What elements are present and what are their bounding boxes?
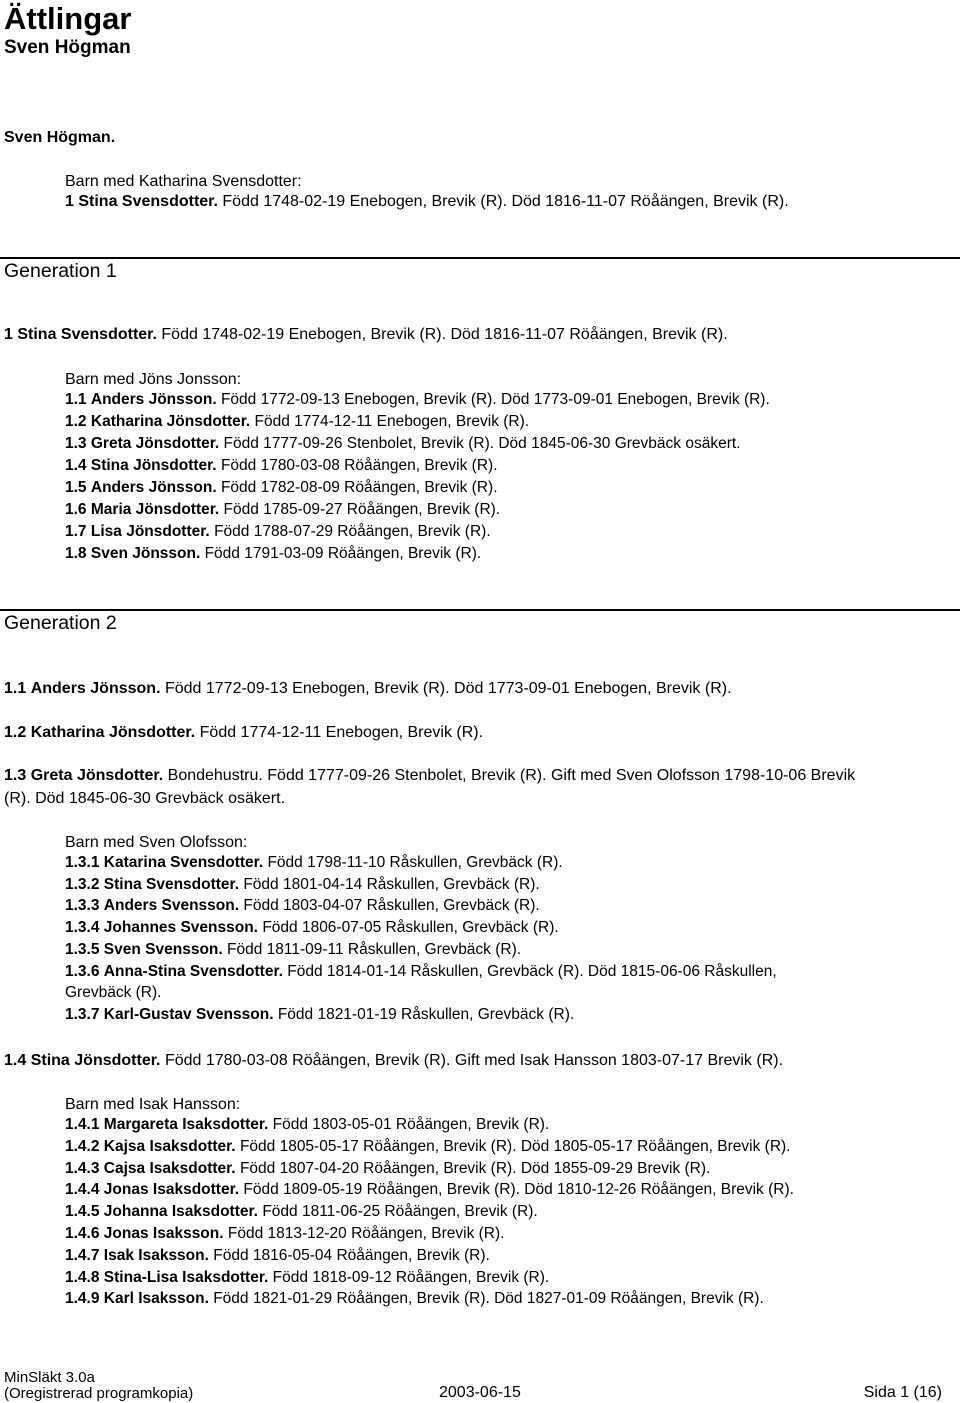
gen2-1-3-child-entry: 1.3.7 Karl-Gustav Svensson. Född 1821-01-19 Råskullen, Grevbäck (R). — [65, 1005, 575, 1023]
root-children-heading: Barn med Katharina Svensdotter: — [65, 173, 302, 190]
gen1-children-heading: Barn med Jöns Jonsson: — [65, 371, 242, 388]
gen1-child-entry: 1.2 Katharina Jönsdotter. Född 1774-12-11 Enebogen, Brevik (R). — [65, 413, 530, 430]
document-subtitle: Sven Högman — [4, 37, 131, 58]
generation-1-rule — [0, 257, 960, 259]
gen2-1-3-child-entry: 1.3.5 Sven Svensson. Född 1811-09-11 Råskullen, Grevbäck (R). — [65, 940, 522, 958]
gen1-child-entry: 1.7 Lisa Jönsdotter. Född 1788-07-29 Röåängen, Brevik (R). — [65, 523, 491, 540]
gen2-1-4-child-entry: 1.4.2 Kajsa Isaksdotter. Född 1805-05-17 Röåängen, Brevik (R). Död 1805-05-17 Röåängen, Brevik (R). — [65, 1137, 791, 1155]
gen2-1-3-child-entry: 1.3.3 Anders Svensson. Född 1803-04-07 Råskullen, Grevbäck (R). — [65, 897, 540, 915]
generation-2-heading: Generation 2 — [4, 612, 117, 634]
gen2-1-4-child-entry: 1.4.1 Margareta Isaksdotter. Född 1803-05-01 Röåängen, Brevik (R). — [65, 1116, 550, 1133]
gen2-1-4-child-entry: 1.4.4 Jonas Isaksdotter. Född 1809-05-19 Röåängen, Brevik (R). Död 1810-12-26 Röåängen, Brevik (R). — [65, 1181, 794, 1199]
document-title: Ättlingar — [4, 1, 132, 36]
gen2-person-1-3-continued: (R). Död 1845-06-30 Grevbäck osäkert. — [4, 790, 286, 807]
generation-2-rule — [0, 609, 960, 611]
gen2-1-4-child-entry: 1.4.7 Isak Isaksson. Född 1816-05-04 Röåängen, Brevik (R). — [65, 1246, 490, 1264]
root-person-name: Sven Högman. — [4, 129, 116, 146]
gen1-child-entry: 1.6 Maria Jönsdotter. Född 1785-09-27 Röåängen, Brevik (R). — [65, 501, 501, 518]
gen2-1-4-child-entry: 1.4.5 Johanna Isaksdotter. Född 1811-06-25 Röåängen, Brevik (R). — [65, 1203, 538, 1221]
gen1-person-entry: 1 Stina Svensdotter. Född 1748-02-19 Enebogen, Brevik (R). Död 1816-11-07 Röåängen, Brevik (R). — [4, 326, 728, 343]
gen1-child-entry: 1.1 Anders Jönsson. Född 1772-09-13 Enebogen, Brevik (R). Död 1773-09-01 Enebogen, Brevik (R). — [65, 391, 770, 408]
gen2-1-3-child-entry-continued: Grevbäck (R). — [65, 984, 162, 1002]
gen1-child-entry: 1.4 Stina Jönsdotter. Född 1780-03-08 Röåängen, Brevik (R). — [65, 457, 498, 474]
gen2-person-1-2: 1.2 Katharina Jönsdotter. Född 1774-12-11 Enebogen, Brevik (R). — [4, 724, 484, 741]
footer-license: (Oregistrerad programkopia) — [4, 1385, 194, 1402]
gen2-1-3-child-entry: 1.3.4 Johannes Svensson. Född 1806-07-05 Råskullen, Grevbäck (R). — [65, 919, 559, 937]
footer-date: 2003-06-15 — [439, 1384, 521, 1401]
gen2-1-4-child-entry: 1.4.3 Cajsa Isaksdotter. Född 1807-04-20 Röåängen, Brevik (R). Död 1855-09-29 Brevik (R). — [65, 1159, 711, 1177]
gen2-1-4-child-entry: 1.4.9 Karl Isaksson. Född 1821-01-29 Röåängen, Brevik (R). Död 1827-01-09 Röåängen, Brevik (R). — [65, 1290, 764, 1308]
gen1-child-entry: 1.5 Anders Jönsson. Född 1782-08-09 Röåängen, Brevik (R). — [65, 479, 498, 496]
gen1-child-entry: 1.3 Greta Jönsdotter. Född 1777-09-26 Stenbolet, Brevik (R). Död 1845-06-30 Grevbäck osäkert. — [65, 435, 741, 452]
gen2-1-4-children-heading: Barn med Isak Hansson: — [65, 1096, 241, 1113]
gen2-1-3-children-heading: Barn med Sven Olofsson: — [65, 834, 248, 851]
root-child-entry: 1 Stina Svensdotter. Född 1748-02-19 Enebogen, Brevik (R). Död 1816-11-07 Röåängen, Brevik (R). — [65, 193, 789, 210]
gen2-1-3-child-entry: 1.3.1 Katarina Svensdotter. Född 1798-11-10 Råskullen, Grevbäck (R). — [65, 854, 563, 871]
gen2-1-4-child-entry: 1.4.6 Jonas Isaksson. Född 1813-12-20 Röåängen, Brevik (R). — [65, 1225, 505, 1242]
gen2-1-3-child-entry: 1.3.6 Anna-Stina Svensdotter. Född 1814-01-14 Råskullen, Grevbäck (R). Död 1815-06-06 Råskullen, — [65, 962, 777, 980]
gen1-child-entry: 1.8 Sven Jönsson. Född 1791-03-09 Röåängen, Brevik (R). — [65, 545, 482, 562]
gen2-1-4-child-entry: 1.4.8 Stina-Lisa Isaksdotter. Född 1818-09-12 Röåängen, Brevik (R). — [65, 1268, 550, 1286]
generation-1-heading: Generation 1 — [4, 260, 117, 282]
gen2-1-3-child-entry: 1.3.2 Stina Svensdotter. Född 1801-04-14 Råskullen, Grevbäck (R). — [65, 875, 540, 893]
gen2-person-1-4: 1.4 Stina Jönsdotter. Född 1780-03-08 Röåängen, Brevik (R). Gift med Isak Hansson 1803-07-17 Brevik (R). — [4, 1052, 784, 1069]
gen2-person-1-3: 1.3 Greta Jönsdotter. Bondehustru. Född 1777-09-26 Stenbolet, Brevik (R). Gift med Sven Olofsson 1798-10-06 Brevik — [4, 767, 856, 784]
gen2-person-1-1: 1.1 Anders Jönsson. Född 1772-09-13 Enebogen, Brevik (R). Död 1773-09-01 Enebogen, Brevik (R). — [4, 680, 732, 697]
footer-app-name: MinSläkt 3.0a — [4, 1369, 95, 1386]
footer-page-number: Sida 1 (16) — [863, 1384, 942, 1401]
